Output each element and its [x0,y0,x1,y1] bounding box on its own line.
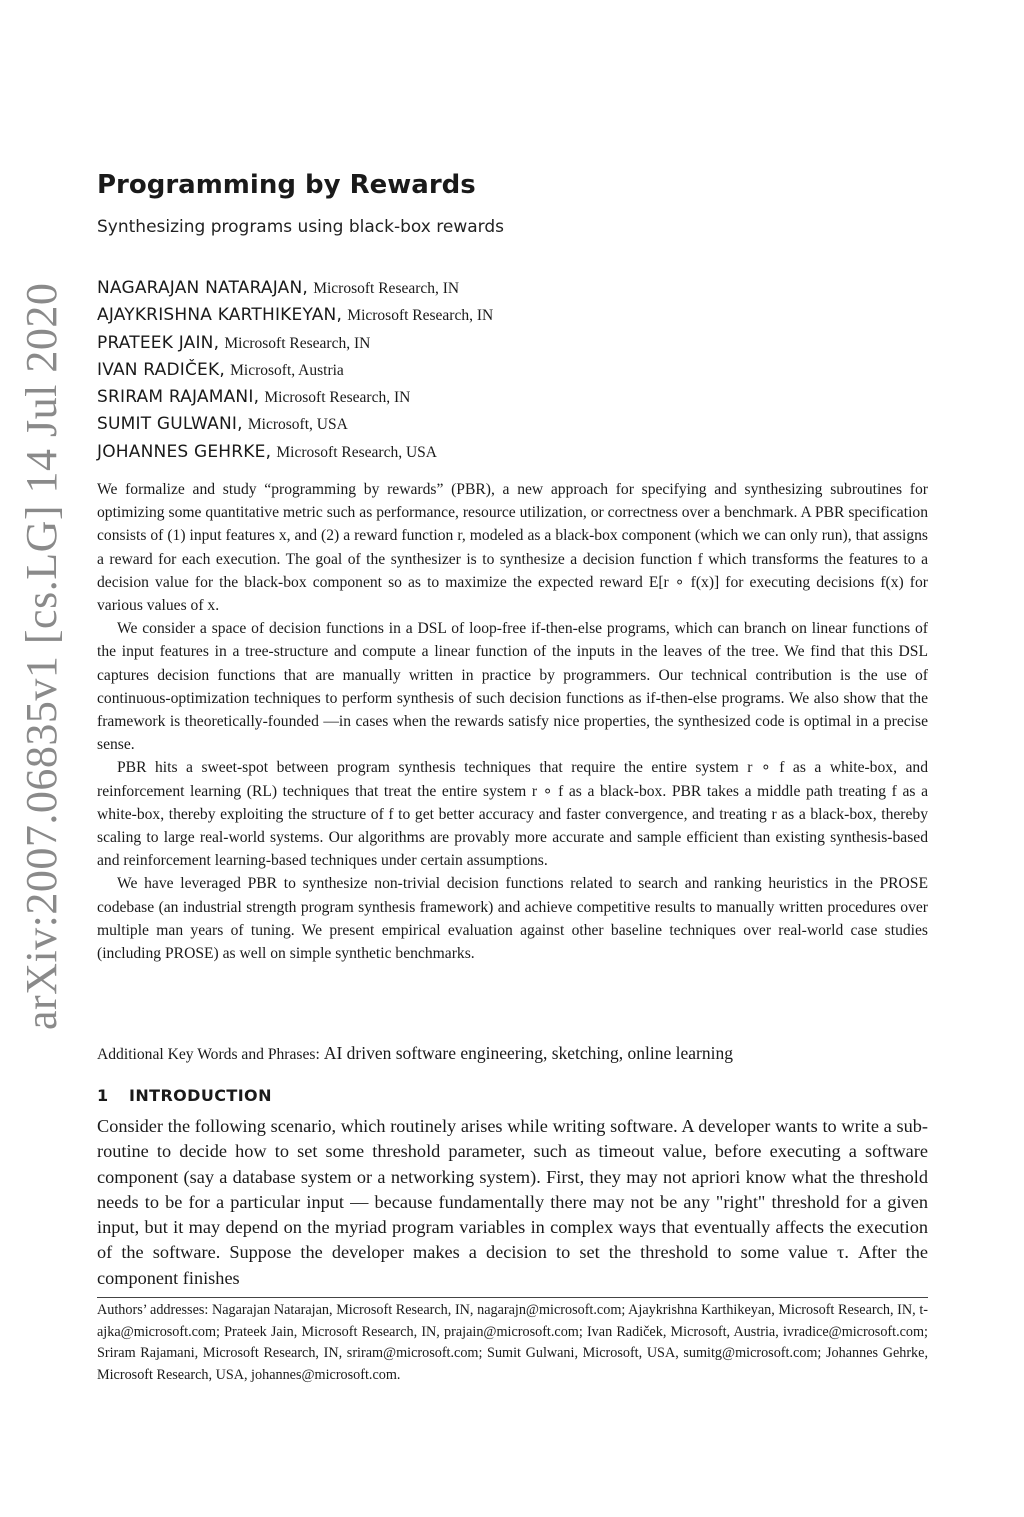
keywords-value: AI driven software engineering, sketching, online learning [323,1043,733,1063]
author-entry: JOHANNES GEHRKE, Microsoft Research, USA [97,441,437,462]
paper-subtitle: Synthesizing programs using black-box rewards [97,217,504,237]
abstract-paragraph: We consider a space of decision functions in a DSL of loop-free if-then-else programs, which can branch on linear functions of the input features in a tree-structure and compute a linear function of the inputs in the leaves of the tree. We find that this DSL captures decision functions that are manually written in practice by programmers. Our technical contribution is the use of continuous-optimization techniques to perform synthesis of such decision functions as if-then-else programs. We also show that the framework is theoretically-founded —in cases when the rewards satisfy nice properties, the synthesized code is optimal in a precise sense. [97,620,928,754]
abstract-paragraph: We have leveraged PBR to synthesize non-trivial decision functions related to search and ranking heuristics in the PROSE codebase (an industrial strength program synthesis framework) and achieve competitive results to manually written procedures over multiple man years of tuning. We present empirical evaluation against other baseline techniques over real-world case studies (including PROSE) as well on simple synthetic benchmarks. [97,875,928,963]
author-entry: IVAN RADIČEK, Microsoft, Austria [97,359,344,380]
author-entry: SRIRAM RAJAMANI, Microsoft Research, IN [97,387,411,408]
section-heading [97,1086,272,1105]
abstract-paragraph: PBR hits a sweet-spot between program synthesis techniques that require the entire system r ∘ f as a white-box, and reinforcement learning (RL) techniques that treat the entire system r ∘ f as a black-box. PBR takes a middle path treating f as a white-box, thereby exploiting the structure of f to get better accuracy and faster convergence, and treating r as a black-box, thereby scaling to large real-world systems. Our algorithms are provably more accurate and sample efficient than existing synthesis-based and reinforcement learning-based techniques under certain assumptions. [97,759,928,870]
section-number: 1 [97,1086,109,1105]
section-title: INTRODUCTION [129,1086,272,1105]
abstract [97,478,928,965]
author-list [97,275,937,466]
author-name: JOHANNES GEHRKE [97,441,266,462]
author-entry: NAGARAJAN NATARAJAN, Microsoft Research, IN [97,278,460,298]
author-affiliation: Microsoft, USA [247,416,348,434]
author-affiliation: Microsoft Research, USA [276,443,437,461]
keywords-label: Additional Key Words and Phrases: [97,1046,320,1063]
author-name: PRATEEK JAIN [97,332,214,353]
keywords [97,1041,928,1067]
author-name: SUMIT GULWANI [97,414,238,435]
author-affiliation: Microsoft Research, IN [224,334,371,352]
abstract-paragraph: We formalize and study “programming by rewards” (PBR), a new approach for specifying and synthesizing subroutines for optimizing some quantitative metric such as performance, resource utilization, or correctness over a benchmark. A PBR specification consists of (1) input features x, and (2) a reward function r, modeled as a black-box component (which we can only run), that assigns a reward for each execution. The goal of the synthesizer is to synthesize a decision function f which transforms the features to a decision value for the black-box component so as to maximize the expected reward E[r ∘ f(x)] for executing decisions f(x) for various values of x. [97,481,928,615]
author-name: SRIRAM RAJAMANI [97,387,254,408]
paper-title: Programming by Rewards [97,170,476,200]
author-name: NAGARAJAN NATARAJAN [97,278,303,298]
author-affiliation: Microsoft, Austria [230,361,344,379]
footnote-divider [97,1297,928,1298]
author-affiliation: Microsoft Research, IN [347,307,494,325]
author-entry: AJAYKRISHNA KARTHIKEYAN, Microsoft Research, IN [97,305,494,326]
author-affiliation: Microsoft Research, IN [313,280,460,297]
author-name: IVAN RADIČEK [97,359,220,380]
intro-paragraph: Consider the following scenario, which routinely arises while writing software. A developer wants to write a sub-routine to decide how to set some threshold parameter, such as timeout value, before executing a software component (say a database system or a networking system). First, they may not apriori know what the threshold needs to be for a particular input — because fundamentally there may not be any "right" threshold for a given input, but it may depend on the myriad program variables in complex ways that eventually affects the execution of the software. Suppose the developer makes a decision to set the threshold to some value τ. After the component finishes [97,1116,928,1288]
arxiv-identifier: arXiv:2007.06835v1 [cs.LG] 14 Jul 2020 [17,282,66,1030]
author-name: AJAYKRISHNA KARTHIKEYAN [97,305,337,326]
author-entry: PRATEEK JAIN, Microsoft Research, IN [97,332,371,353]
author-addresses-footnote: Authors’ addresses: Nagarajan Natarajan, Microsoft Research, IN, nagarajn@microsoft.com; Ajaykrishna Karthikeyan, Microsoft Research, IN, t-ajka@microsoft.com; Prateek Jain, Microsoft Research, IN, prajain@microsoft.com; Ivan Radiček, Microsoft, Austria, ivradice@microsoft.com; Sriram Rajamani, Microsoft Research, IN, sriram@microsoft.com; Sumit Gulwani, Microsoft, USA, sumitg@microsoft.com; Johannes Gehrke, Microsoft Research, USA, johannes@microsoft.com. [97,1302,928,1383]
author-affiliation: Microsoft Research, IN [264,389,411,407]
author-entry: SUMIT GULWANI, Microsoft, USA [97,414,348,435]
